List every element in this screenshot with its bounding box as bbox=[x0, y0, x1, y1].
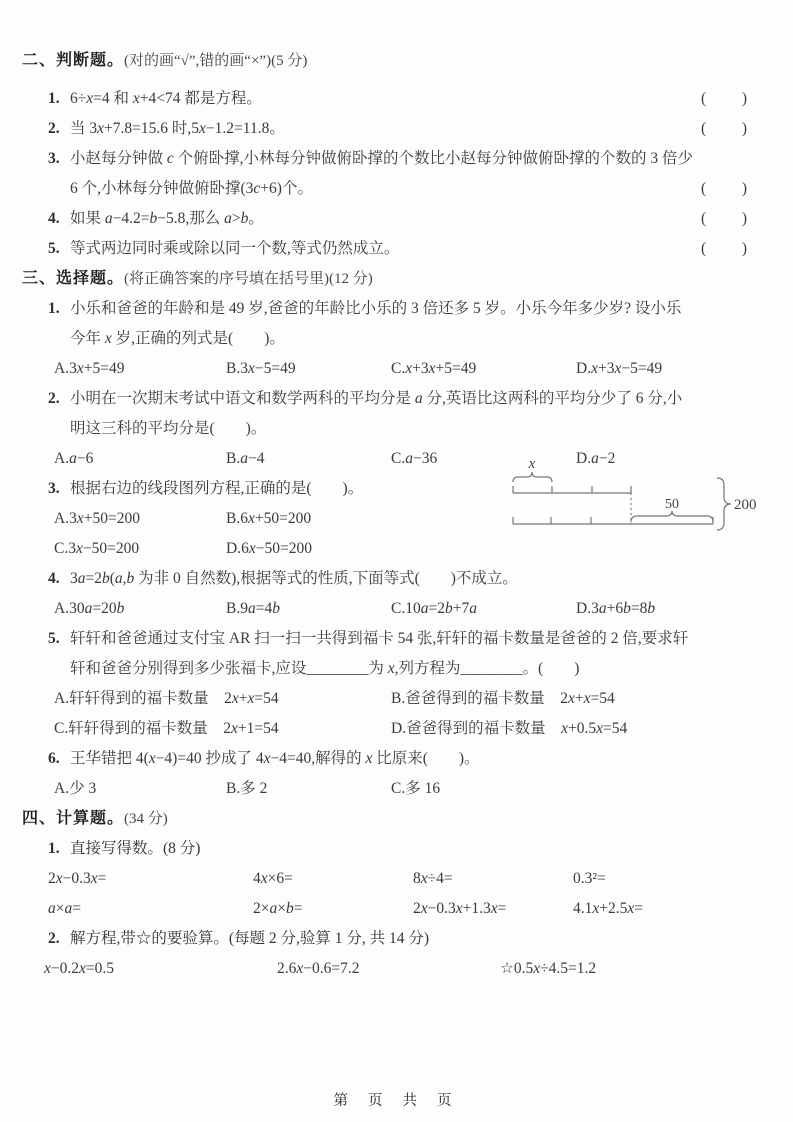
calc-section-head bbox=[22, 804, 769, 834]
option-C: C.a−36 bbox=[391, 450, 438, 467]
choice-question-line bbox=[22, 654, 769, 684]
bracket-open: ( bbox=[701, 90, 707, 107]
bracket-close: ) bbox=[741, 240, 747, 257]
option-row bbox=[22, 354, 769, 384]
question-text: 明这三科的平均分是( )。 bbox=[70, 420, 267, 437]
question-number: 3. bbox=[48, 480, 60, 497]
option-D: D.6x−50=200 bbox=[226, 540, 312, 557]
question-text: 小乐和爸爸的年龄和是 49 岁,爸爸的年龄比小乐的 3 倍还多 5 岁。小乐今年多少岁? 设小乐 bbox=[70, 300, 682, 317]
answer-bracket bbox=[701, 174, 747, 204]
equation: x−0.2x=0.5 bbox=[44, 960, 115, 977]
calc-section-title: 四、计算题。 bbox=[22, 810, 125, 827]
option-row bbox=[22, 774, 769, 804]
question-number: 4. bbox=[48, 210, 60, 227]
question-text: 3a=2b(a,b 为非 0 自然数),根据等式的性质,下面等式( )不成立。 bbox=[70, 570, 518, 587]
question-text: 根据右边的线段图列方程,正确的是( )。 bbox=[70, 480, 364, 497]
question-number: 4. bbox=[48, 570, 60, 587]
bracket-open: ( bbox=[701, 120, 707, 137]
subsection-title: 直接写得数。(8 分) bbox=[70, 840, 201, 857]
choice-question-line bbox=[22, 414, 769, 444]
question-number bbox=[48, 174, 70, 204]
question-number: 2. bbox=[48, 120, 60, 137]
choice-question-line bbox=[22, 294, 769, 324]
option-C: C.多 16 bbox=[391, 780, 441, 797]
option-A: A.轩轩得到的福卡数量 2x+x=54 bbox=[54, 690, 279, 707]
bracket-open: ( bbox=[701, 240, 707, 257]
judgment-question-line bbox=[22, 204, 769, 234]
option-row bbox=[22, 594, 769, 624]
question-number: 6. bbox=[48, 750, 60, 767]
option-A: A.a−6 bbox=[54, 450, 94, 467]
question-text: 今年 x 岁,正确的列式是( )。 bbox=[70, 330, 285, 347]
brace-x-segment bbox=[513, 472, 552, 482]
question-number: 5. bbox=[48, 630, 60, 647]
math-expression: 2×a×b= bbox=[253, 900, 303, 917]
bracket-close: ) bbox=[741, 120, 747, 137]
option-row bbox=[22, 684, 769, 714]
judgment-section-title: 二、判断题。 bbox=[22, 52, 125, 69]
question-text: 当 3x+7.8=15.6 时,5x−1.2=11.8。 bbox=[70, 120, 285, 137]
question-number bbox=[48, 324, 70, 354]
choice-question-list bbox=[22, 294, 769, 804]
option-D: D.x+3x−5=49 bbox=[576, 360, 663, 377]
question-text: 6 个,小林每分钟做俯卧撑(3c+6)个。 bbox=[70, 180, 313, 197]
brace-50-segment bbox=[631, 511, 713, 522]
question-text: 6÷x=4 和 x+4<74 都是方程。 bbox=[70, 90, 262, 107]
equation: 2.6x−0.6=7.2 bbox=[277, 960, 360, 977]
option-B: B.3x−5=49 bbox=[226, 360, 296, 377]
line-segment-diagram bbox=[496, 452, 786, 547]
math-expression: a×a= bbox=[48, 900, 81, 917]
diagram-x-label: x bbox=[528, 456, 536, 472]
option-D: D.a−2 bbox=[576, 450, 616, 467]
calc-subsection-mental bbox=[22, 834, 769, 864]
question-text: 王华错把 4(x−4)=40 抄成了 4x−4=40,解得的 x 比原来( )。 bbox=[70, 750, 480, 767]
choice-question-line bbox=[22, 324, 769, 354]
bracket-close: ) bbox=[741, 90, 747, 107]
mental-math-row bbox=[22, 864, 769, 894]
option-D: D.3a+6b=8b bbox=[576, 600, 656, 617]
judgment-question-line bbox=[22, 84, 769, 114]
question-text: 小明在一次期末考试中语文和数学两科的平均分是 a 分,英语比这两科的平均分少了 6 分,小 bbox=[70, 390, 683, 407]
calc-subsection-equations bbox=[22, 924, 769, 954]
judgment-question-line bbox=[22, 234, 769, 264]
question-text: 轩轩和爸爸通过支付宝 AR 扫一扫一共得到福卡 54 张,轩轩的福卡数量是爸爸的 2 倍,要求轩 bbox=[70, 630, 689, 647]
choice-question-line bbox=[22, 624, 769, 654]
subsection-number: 1. bbox=[48, 840, 60, 857]
question-number: 2. bbox=[48, 390, 60, 407]
choice-question-line bbox=[22, 384, 769, 414]
answer-bracket bbox=[701, 84, 747, 114]
diagram-50-label: 50 bbox=[665, 497, 679, 512]
math-expression: 2x−0.3x= bbox=[48, 870, 107, 887]
question-number: 3. bbox=[48, 150, 60, 167]
section-calculation bbox=[22, 804, 769, 984]
choice-section-title: 三、选择题。 bbox=[22, 270, 125, 287]
choice-question-line bbox=[22, 564, 769, 594]
option-A: A.3x+50=200 bbox=[54, 510, 140, 527]
equation-row bbox=[22, 954, 769, 984]
option-B: B.6x+50=200 bbox=[226, 510, 312, 527]
option-C: C.轩轩得到的福卡数量 2x+1=54 bbox=[54, 720, 279, 737]
judgment-question-line bbox=[22, 174, 769, 204]
answer-bracket bbox=[701, 204, 747, 234]
bracket-open: ( bbox=[701, 180, 707, 197]
spacer bbox=[22, 76, 769, 84]
option-B: B.多 2 bbox=[226, 780, 268, 797]
option-C: C.10a=2b+7a bbox=[391, 600, 477, 617]
bracket-close: ) bbox=[741, 180, 747, 197]
choice-section-note: (将正确答案的序号填在括号里)(12 分) bbox=[124, 271, 373, 287]
judgment-section-note: (对的画“√”,错的画“×”)(5 分) bbox=[124, 53, 308, 69]
judgment-question-line bbox=[22, 114, 769, 144]
question-text: 小赵每分钟做 c 个俯卧撑,小林每分钟做俯卧撑的个数比小赵每分钟做俯卧撑的个数的 3 倍少 bbox=[70, 150, 694, 167]
answer-bracket bbox=[701, 234, 747, 264]
option-A: A.少 3 bbox=[54, 780, 97, 797]
question-number: 1. bbox=[48, 90, 60, 107]
diagram-200-label: 200 bbox=[734, 497, 757, 513]
option-A: A.3x+5=49 bbox=[54, 360, 125, 377]
option-B: B.爸爸得到的福卡数量 2x+x=54 bbox=[391, 690, 615, 707]
option-B: B.9a=4b bbox=[226, 600, 280, 617]
bracket-close: ) bbox=[741, 210, 747, 227]
question-number bbox=[48, 654, 70, 684]
answer-bracket bbox=[701, 114, 747, 144]
mental-math-rows bbox=[22, 864, 769, 924]
mental-math-row bbox=[22, 894, 769, 924]
question-text: 等式两边同时乘或除以同一个数,等式仍然成立。 bbox=[70, 240, 400, 257]
option-D: D.爸爸得到的福卡数量 x+0.5x=54 bbox=[391, 720, 628, 737]
choice-question-line bbox=[22, 744, 769, 774]
page-footer: 第 页 共 页 bbox=[333, 1093, 460, 1109]
math-expression: 2x−0.3x+1.3x= bbox=[413, 900, 507, 917]
section-judgment bbox=[22, 46, 769, 264]
judgment-question-line bbox=[22, 144, 769, 174]
subsection-title: 解方程,带☆的要验算。(每题 2 分,验算 1 分, 共 14 分) bbox=[70, 930, 430, 947]
judgment-section-head bbox=[22, 46, 769, 76]
math-expression: 4x×6= bbox=[253, 870, 293, 887]
calc-section-note: (34 分) bbox=[124, 811, 168, 827]
question-number: 5. bbox=[48, 240, 60, 257]
question-number: 1. bbox=[48, 300, 60, 317]
judgment-question-list bbox=[22, 84, 769, 264]
bracket-open: ( bbox=[701, 210, 707, 227]
option-C: C.x+3x+5=49 bbox=[391, 360, 477, 377]
choice-section-head bbox=[22, 264, 769, 294]
option-row bbox=[22, 714, 769, 744]
question-number bbox=[48, 414, 70, 444]
option-C: C.3x−50=200 bbox=[54, 540, 140, 557]
option-B: B.a−4 bbox=[226, 450, 265, 467]
math-expression: 0.3²= bbox=[573, 870, 606, 887]
equation: ☆0.5x÷4.5=1.2 bbox=[500, 960, 597, 977]
subsection-number: 2. bbox=[48, 930, 60, 947]
math-expression: 4.1x+2.5x= bbox=[573, 900, 644, 917]
question-text: 如果 a−4.2=b−5.8,那么 a>b。 bbox=[70, 210, 264, 227]
math-expression: 8x÷4= bbox=[413, 870, 453, 887]
equation-rows bbox=[22, 954, 769, 984]
question-text: 轩和爸爸分别得到多少张福卡,应设________为 x,列方程为________。( ) bbox=[70, 660, 580, 677]
brace-total bbox=[717, 478, 731, 530]
option-A: A.30a=20b bbox=[54, 600, 125, 617]
